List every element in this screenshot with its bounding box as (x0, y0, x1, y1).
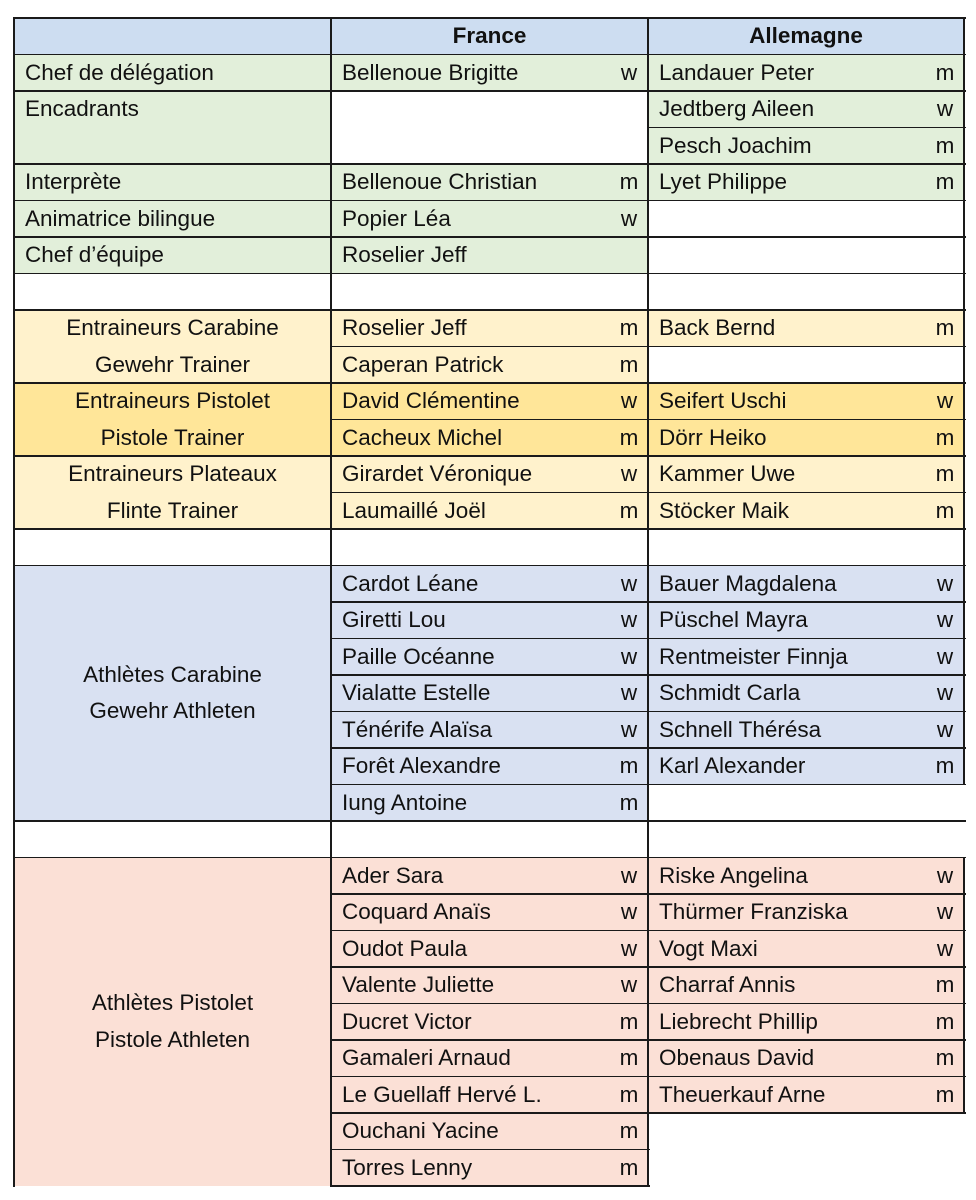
person-cell (331, 967, 648, 1004)
grid-line (963, 382, 965, 530)
person-cell (648, 1040, 964, 1077)
gender-code: w (620, 862, 638, 888)
gender-code: m (619, 753, 639, 778)
gender-code: w (936, 680, 954, 705)
gender-code: w (620, 607, 638, 632)
person-cell (648, 858, 964, 895)
gender-code: m (935, 461, 955, 486)
gender-code: m (935, 753, 955, 778)
gender-code: w (936, 570, 954, 596)
person-cell (331, 602, 648, 639)
person-cell (648, 420, 964, 457)
person-name: Ouchani Yacine (342, 1118, 499, 1143)
person-cell (331, 456, 648, 493)
grid-line (331, 1185, 650, 1187)
gender-code: w (936, 643, 954, 669)
person-cell (331, 237, 648, 274)
role-chef-delegation (14, 55, 331, 92)
person-name: Seifert Uschi (659, 388, 787, 413)
gender-code: w (936, 388, 954, 413)
gender-code: m (619, 315, 639, 340)
person-name: Schmidt Carla (659, 680, 801, 705)
person-cell (648, 566, 964, 603)
person-name: Stöcker Maik (659, 497, 790, 523)
person-cell (648, 91, 964, 128)
gender-code: w (620, 570, 638, 596)
person-name: Liebrecht Phillip (659, 1008, 818, 1034)
person-cell (331, 748, 648, 785)
person-cell (331, 675, 648, 712)
person-cell (331, 55, 648, 92)
person-name: Cacheux Michel (342, 424, 503, 450)
label-line: Gewehr Trainer (94, 351, 251, 377)
role-athletes-pistol (14, 858, 331, 1187)
grid-line (14, 528, 966, 530)
label-line: Entraineurs Pistolet (74, 388, 271, 413)
label-line: Athlètes Pistolet (91, 990, 254, 1016)
person-cell (331, 201, 648, 238)
person-cell (648, 383, 964, 420)
person-name: Torres Lenny (342, 1154, 473, 1180)
gender-code: m (935, 169, 955, 194)
role-encadrants (14, 91, 331, 164)
grid-line (331, 1149, 650, 1151)
person-name: Charraf Annis (659, 972, 796, 997)
person-cell (331, 894, 648, 931)
label-line: Entraineurs Carabine (66, 315, 279, 340)
gender-code: w (620, 461, 638, 486)
gender-code: m (935, 315, 955, 340)
gender-code: w (936, 935, 954, 961)
person-cell (331, 639, 648, 676)
gender-code: w (620, 59, 638, 85)
label-line: Pistole Trainer (100, 424, 245, 450)
gender-code: w (620, 643, 638, 669)
person-cell (331, 1004, 648, 1041)
person-name: Paille Océanne (342, 643, 495, 669)
grid-line (963, 857, 965, 1114)
person-cell (648, 639, 964, 676)
grid-line (14, 857, 966, 859)
gender-code: m (619, 424, 639, 450)
role-trainer-rifle (14, 310, 331, 383)
person-name: Theuerkauf Arne (659, 1081, 826, 1107)
person-name: Caperan Patrick (342, 351, 504, 377)
person-name: Schnell Thérésa (659, 716, 822, 742)
grid-line (963, 17, 965, 347)
grid-line (14, 565, 966, 567)
person-cell (648, 310, 964, 347)
gender-code: w (620, 899, 638, 924)
role-interprete (14, 164, 331, 201)
person-cell (648, 164, 964, 201)
person-name: Laumaillé Joël (342, 497, 486, 523)
person-name: Obenaus David (659, 1045, 815, 1070)
person-cell (648, 456, 964, 493)
person-name: Coquard Anaïs (342, 899, 491, 924)
header-label: France (452, 23, 527, 48)
person-cell (648, 493, 964, 530)
gender-code: w (620, 972, 638, 997)
gender-code: w (936, 899, 954, 924)
gender-code: w (936, 862, 954, 888)
grid-line (14, 54, 966, 56)
gender-code: w (936, 607, 954, 632)
role-trainer-pistol (14, 383, 331, 456)
person-cell (331, 785, 648, 822)
gender-code: m (619, 1118, 639, 1143)
person-cell (331, 858, 648, 895)
label-text: Animatrice bilingue (25, 205, 216, 231)
gender-code: m (935, 497, 955, 523)
grid-line (963, 346, 965, 384)
label-line: Pistole Athleten (94, 1026, 251, 1052)
person-cell (648, 1077, 964, 1114)
person-name: Oudot Paula (342, 935, 468, 961)
role-trainer-shotgun (14, 456, 331, 529)
gender-code: m (935, 1045, 955, 1070)
person-name: Cardot Léane (342, 570, 479, 596)
person-name: Bauer Magdalena (659, 570, 837, 596)
gender-code: m (619, 1008, 639, 1034)
person-name: Ader Sara (342, 862, 444, 888)
person-name: Vialatte Estelle (342, 680, 491, 705)
label-line: Entraineurs Plateaux (68, 461, 277, 486)
gender-code: w (620, 680, 638, 705)
gender-code: m (935, 132, 955, 158)
person-name: Thürmer Franziska (659, 899, 848, 924)
person-cell (648, 1004, 964, 1041)
label-text: Chef de délégation (25, 59, 214, 85)
grid-line (14, 309, 966, 311)
label-line: Flinte Trainer (106, 497, 239, 523)
person-cell (648, 748, 964, 785)
gender-code: m (619, 1045, 639, 1070)
gender-code: m (619, 169, 639, 194)
person-name: Vogt Maxi (659, 935, 758, 961)
gender-code: m (935, 1008, 955, 1034)
role-animatrice (14, 201, 331, 238)
grid-line (963, 528, 965, 785)
person-cell (331, 420, 648, 457)
gender-code: m (935, 424, 955, 450)
role-athletes-rifle (14, 566, 331, 822)
label-line: Gewehr Athleten (89, 698, 256, 724)
gender-code: m (619, 497, 639, 523)
header-blank-cell (14, 18, 331, 55)
person-cell (648, 675, 964, 712)
grid-line (14, 90, 966, 92)
person-cell (331, 712, 648, 749)
person-name: Jedtberg Aileen (659, 96, 815, 121)
grid-line (14, 236, 966, 238)
grid-line (331, 820, 650, 822)
person-name: Dörr Heiko (659, 424, 767, 450)
gender-code: w (620, 935, 638, 961)
person-cell (648, 931, 964, 968)
person-cell (331, 1150, 648, 1187)
person-cell (648, 712, 964, 749)
person-cell (331, 566, 648, 603)
gender-code: m (619, 789, 639, 815)
grid-line (14, 17, 966, 19)
person-name: Back Bernd (659, 315, 776, 340)
grid-line (13, 17, 15, 1187)
person-name: Karl Alexander (659, 753, 806, 778)
person-cell (648, 967, 964, 1004)
grid-line (14, 163, 966, 165)
person-name: Püschel Mayra (659, 607, 808, 632)
role-chef-equipe (14, 237, 331, 274)
person-cell (331, 347, 648, 384)
person-cell (331, 310, 648, 347)
person-name: Kammer Uwe (659, 461, 796, 486)
person-name: Forêt Alexandre (342, 753, 501, 778)
gender-code: m (619, 351, 639, 377)
person-cell (648, 55, 964, 92)
grid-line (14, 273, 650, 275)
person-name: Pesch Joachim (659, 132, 812, 158)
gender-code: m (619, 1154, 639, 1180)
empty-cell (331, 91, 648, 164)
person-name: Gamaleri Arnaud (342, 1045, 511, 1070)
person-name: Iung Antoine (342, 789, 468, 815)
person-cell (331, 164, 648, 201)
person-name: Le Guellaff Hervé L. (342, 1081, 542, 1107)
person-cell (648, 602, 964, 639)
person-name: Bellenoue Christian (342, 169, 538, 194)
person-name: Popier Léa (342, 205, 451, 231)
person-name: Roselier Jeff (342, 242, 467, 267)
label-text: Chef d’équipe (25, 242, 164, 267)
gender-code: w (936, 96, 954, 121)
header-germany (648, 18, 964, 55)
grid-line (330, 17, 332, 1187)
person-cell (331, 931, 648, 968)
gender-code: m (935, 59, 955, 85)
gender-code: m (619, 1081, 639, 1107)
person-cell (331, 493, 648, 530)
person-name: Giretti Lou (342, 607, 446, 632)
person-cell (331, 1077, 648, 1114)
person-name: Ténérife Alaïsa (342, 716, 493, 742)
gender-code: w (620, 388, 638, 413)
gender-code: m (935, 1081, 955, 1107)
person-name: Roselier Jeff (342, 315, 467, 340)
header-label: Allemagne (749, 23, 863, 48)
person-name: Valente Juliette (342, 972, 495, 997)
person-name: Girardet Véronique (342, 461, 533, 486)
header-france (331, 18, 648, 55)
grid-line (647, 17, 649, 1187)
gender-code: w (620, 205, 638, 231)
grid-line (14, 455, 966, 457)
person-name: Ducret Victor (342, 1008, 472, 1034)
person-cell (331, 1113, 648, 1150)
label-text: Interprète (25, 169, 122, 194)
person-name: David Clémentine (342, 388, 520, 413)
person-cell (648, 128, 964, 165)
person-cell (331, 383, 648, 420)
gender-code: w (620, 716, 638, 742)
label-text: Encadrants (25, 96, 139, 121)
person-name: Bellenoue Brigitte (342, 59, 519, 85)
gender-code: w (936, 716, 954, 742)
grid-line (648, 127, 966, 129)
person-name: Landauer Peter (659, 59, 815, 85)
person-name: Rentmeister Finnja (659, 643, 848, 669)
person-cell (331, 1040, 648, 1077)
gender-code: m (935, 972, 955, 997)
grid-line (14, 382, 966, 384)
grid-line (14, 200, 966, 202)
person-name: Lyet Philippe (659, 169, 788, 194)
person-cell (648, 894, 964, 931)
label-line: Athlètes Carabine (83, 661, 262, 687)
person-name: Riske Angelina (659, 862, 808, 888)
